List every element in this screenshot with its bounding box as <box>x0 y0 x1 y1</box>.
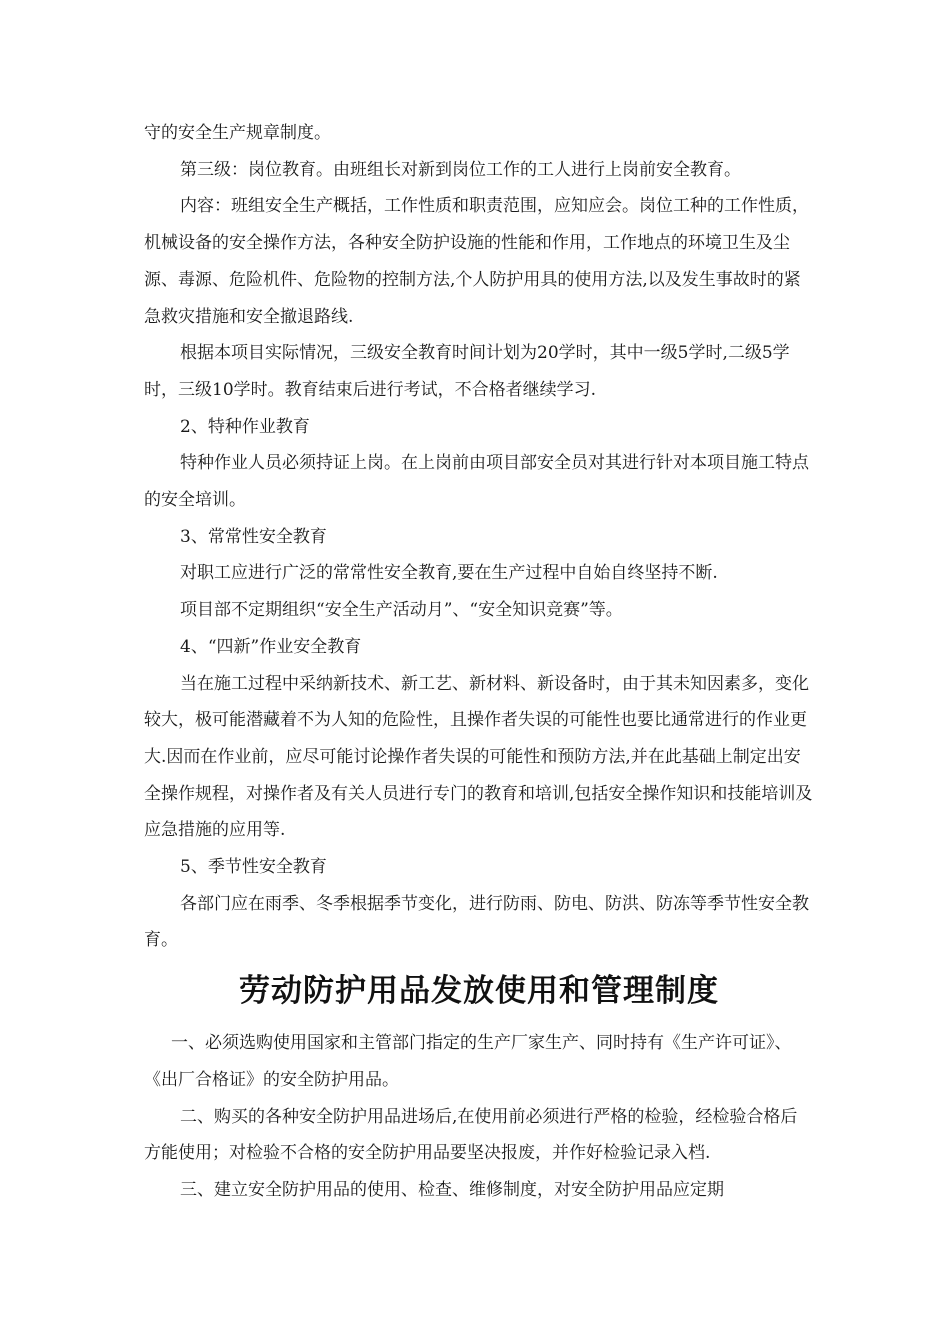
paragraph: 5、季节性安全教育 <box>180 857 327 878</box>
paragraph: 一、必须选购使用国家和主管部门指定的生产厂家生产、同时持有《生产许可证》、《出厂合格证》的安全防护用品。 <box>144 1033 792 1090</box>
paragraph: 三、建立安全防护用品的使用、检查、维修制度，对安全防护用品应定期 <box>180 1179 724 1200</box>
paragraph: 2、特种作业教育 <box>180 416 310 437</box>
paragraph: 项目部不定期组织“安全生产活动月”、“安全知识竞赛”等。 <box>180 600 623 621</box>
paragraph: 各部门应在雨季、冬季根据季节变化，进行防雨、防电、防洪、防冻等季节性安全教育。 <box>144 893 809 951</box>
paragraph: 特种作业人员必须持证上岗。在上岗前由项目部安全员对其进行针对本项目施工特点的安全培训。 <box>144 453 809 511</box>
paragraph: 根据本项目实际情况，三级安全教育时间计划为20学时，其中一级5学时,二级5学时，三级10学时。教育结束后进行考试，不合格者继续学习. <box>144 343 790 400</box>
paragraph: 当在施工过程中采纳新技术、新工艺、新材料、新设备时，由于其未知因素多，变化较大，极可能潜藏着不为人知的危险性，且操作者失误的可能性也要比通常进行的作业更大.因而在作业前，应尽可能讨论操作者失误的可能性和预防方法,并在此基础上制定出安全操作规程，对操作者及有关人员进行专门的教育和培训,包括安全操作知识和技能培训及应急措施的应用等. <box>144 673 813 841</box>
paragraph: 3、常常性安全教育 <box>180 526 327 547</box>
paragraph: 内容：班组安全生产概括，工作性质和职责范围，应知应会。岗位工种的工作性质，机械设备的安全操作方法，各种安全防护设施的性能和作用，工作地点的环境卫生及尘源、毒源、危险机件、危险物的控制方法,个人防护用具的使用方法,以及发生事故时的紧急救灾措施和安全撤退路线. <box>144 196 809 327</box>
section-safety-education <box>144 115 814 959</box>
document-body <box>144 115 814 1209</box>
section-protective-equipment <box>144 1025 814 1209</box>
paragraph: 第三级：岗位教育。由班组长对新到岗位工作的工人进行上岗前安全教育。 <box>180 159 741 180</box>
paragraph: 对职工应进行广泛的常常性安全教育,要在生产过程中自始自终坚持不断. <box>180 563 718 584</box>
paragraph: 守的安全生产规章制度。 <box>144 123 331 143</box>
paragraph: 4、“四新”作业安全教育 <box>180 636 362 657</box>
section-heading: 劳动防护用品发放使用和管理制度 <box>239 973 719 1010</box>
paragraph: 二、购买的各种安全防护用品进场后,在使用前必须进行严格的检验，经检验合格后方能使用；对检验不合格的安全防护用品要坚决报废，并作好检验记录入档. <box>144 1106 798 1164</box>
